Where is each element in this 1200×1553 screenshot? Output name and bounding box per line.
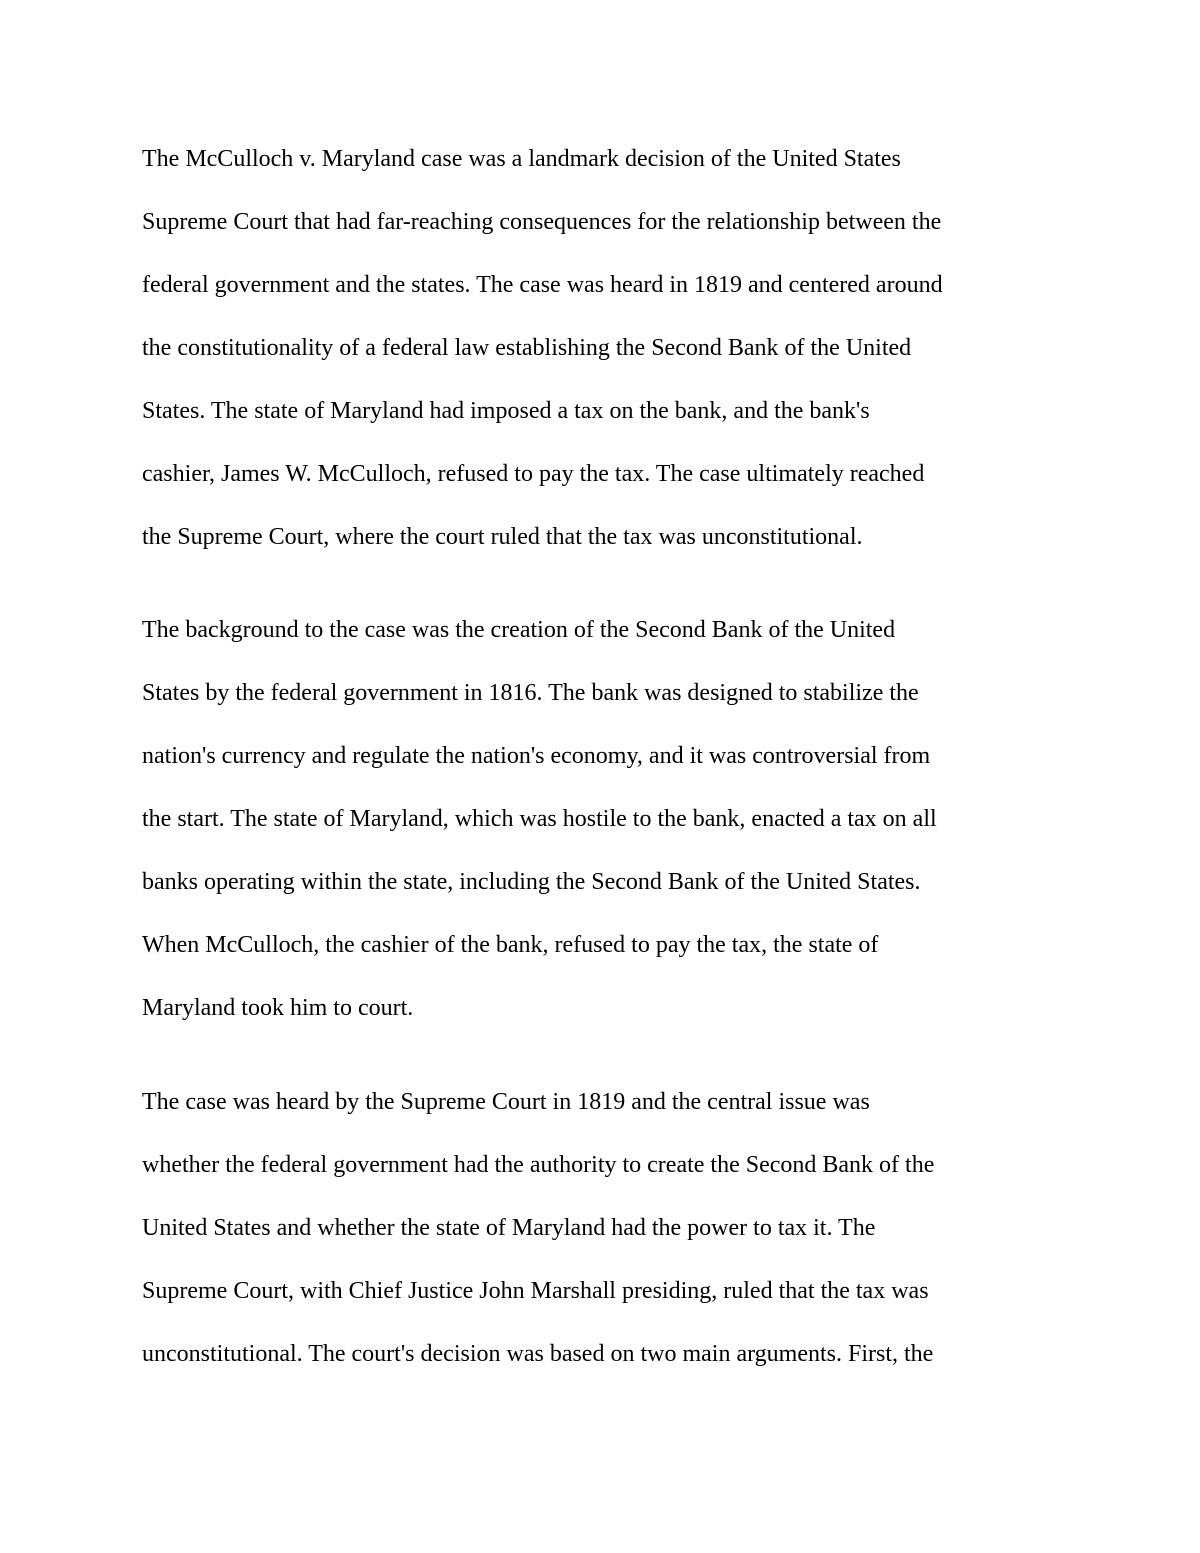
paragraph-line: the constitutionality of a federal law establishing the Second Bank of the United [142,335,912,361]
paragraph-line: When McCulloch, the cashier of the bank, refused to pay the tax, the state of [142,932,879,958]
paragraph-line: States. The state of Maryland had imposed a tax on the bank, and the bank's [142,398,870,424]
paragraph-line: whether the federal government had the authority to create the Second Bank of the [142,1152,935,1178]
paragraph-line: banks operating within the state, including the Second Bank of the United States. [142,869,921,895]
paragraph-line: The background to the case was the creation of the Second Bank of the United [142,617,896,643]
paragraph-line: United States and whether the state of Maryland had the power to tax it. The [142,1215,876,1241]
paragraph-line: federal government and the states. The case was heard in 1819 and centered around [142,272,943,298]
paragraph-line: the Supreme Court, where the court ruled that the tax was unconstitutional. [142,524,863,550]
paragraph-line: Supreme Court that had far-reaching consequences for the relationship between the [142,209,942,235]
paragraph-line: States by the federal government in 1816. The bank was designed to stabilize the [142,680,919,706]
paragraph-line: Supreme Court, with Chief Justice John Marshall presiding, ruled that the tax was [142,1278,929,1304]
paragraph-line: Maryland took him to court. [142,995,414,1021]
paragraph-line: unconstitutional. The court's decision was based on two main arguments. First, the [142,1341,934,1367]
paragraph-line: The McCulloch v. Maryland case was a landmark decision of the United States [142,146,901,172]
paragraph-line: the start. The state of Maryland, which was hostile to the bank, enacted a tax on all [142,806,937,832]
paragraph-line: The case was heard by the Supreme Court in 1819 and the central issue was [142,1089,870,1115]
paragraph-line: nation's currency and regulate the nation's economy, and it was controversial from [142,743,931,769]
paragraph-line: cashier, James W. McCulloch, refused to pay the tax. The case ultimately reached [142,461,925,487]
